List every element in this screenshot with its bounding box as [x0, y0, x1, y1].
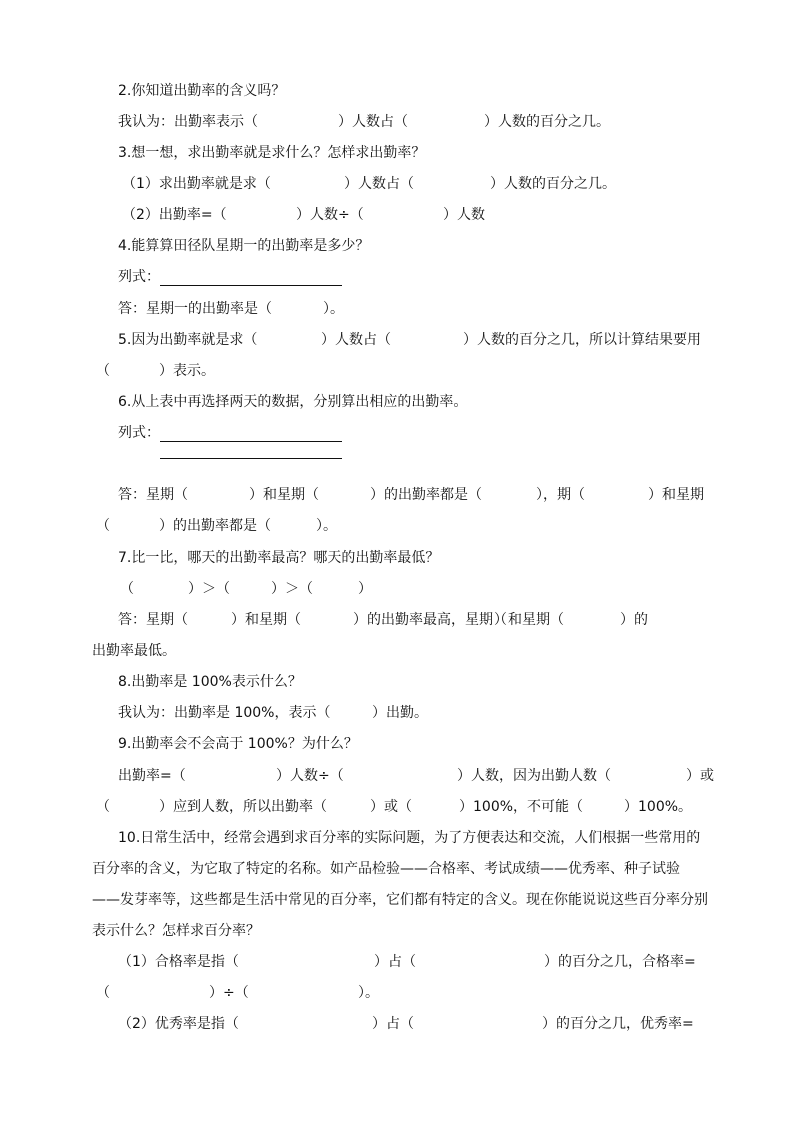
text-segment: （ — [96, 363, 110, 379]
text-segment: 2.你知道出勤率的含义吗？ — [118, 83, 286, 99]
text-segment: ），期（ — [536, 487, 585, 503]
text-line-l6 — [0, 233, 794, 259]
text-segment: （1）合格率是指（ — [118, 954, 239, 970]
text-segment: ）人数，因为出勤人数（ — [457, 768, 611, 784]
text-line-l20 — [0, 700, 794, 726]
text-segment: 我认为：出勤率表示（ — [118, 114, 258, 130]
answer-underline[interactable] — [160, 285, 342, 286]
text-segment: （2）优秀率是指（ — [118, 1016, 239, 1032]
text-line-l1 — [0, 78, 794, 104]
text-segment: ）的 — [620, 612, 648, 628]
text-line-l10 — [0, 358, 794, 384]
text-segment: ）表示。 — [159, 363, 215, 379]
text-segment: 列式： — [118, 425, 160, 441]
text-line-l17 — [0, 607, 794, 633]
text-segment: ）占（ — [374, 954, 416, 970]
text-segment: ）的出勤率最高，星期（ — [353, 612, 507, 628]
text-line-l16 — [0, 576, 794, 602]
text-segment: 表示什么？怎样求百分率？ — [92, 923, 260, 939]
text-segment: ）和星期（ — [249, 487, 319, 503]
text-segment: ）＞（ — [271, 581, 313, 597]
text-line-l7 — [0, 264, 794, 290]
text-segment: ）人数占（ — [321, 332, 391, 348]
text-line-l13 — [0, 482, 794, 508]
text-segment: 10.日常生活中，经常会遇到求百分率的实际问题，为了方便表达和交流，人们根据一些常用的 — [118, 830, 701, 846]
text-segment: ——发芽率等，这些都是生活中常见的百分率，它们都有特定的含义。现在你能说说这些百分率分别 — [92, 892, 708, 908]
text-segment: ）的百分之几，优秀率= — [542, 1016, 694, 1032]
text-segment: 百分率的含义，为它取了特定的名称。如产品检验——合格率、考试成绩——优秀率、种子试验 — [92, 861, 680, 877]
text-line-l5 — [0, 202, 794, 228]
text-segment: ）＞（ — [188, 581, 230, 597]
text-segment: 答：星期一的出勤率是（ — [118, 301, 272, 317]
text-line-l3 — [0, 140, 794, 166]
text-segment: 列式： — [118, 269, 160, 285]
text-segment: 8.出勤率是 100%表示什么？ — [118, 674, 302, 690]
text-segment: ）。 — [323, 301, 344, 317]
text-segment: （2）出勤率=（ — [122, 207, 227, 223]
text-segment: ）和星期（ — [231, 612, 301, 628]
text-segment: ）人数的百分之几。 — [484, 114, 610, 130]
text-segment: 6.从上表中再选择两天的数据，分别算出相应的出勤率。 — [118, 394, 468, 410]
text-segment: （ — [120, 581, 134, 597]
text-line-l8 — [0, 296, 794, 322]
text-segment: （ — [96, 985, 110, 1001]
text-segment: ）人数占（ — [338, 114, 408, 130]
text-segment: 4.能算算田径队星期一的出勤率是多少？ — [118, 238, 370, 254]
text-segment: ）100%，不可能（ — [459, 799, 584, 815]
text-segment: ）。 — [358, 985, 379, 1001]
text-line-l2 — [0, 109, 794, 135]
text-line-l27 — [0, 918, 794, 944]
text-segment: ）。 — [316, 518, 337, 534]
text-line-l25 — [0, 856, 794, 882]
text-segment: （1）求出勤率就是求（ — [122, 176, 271, 192]
text-segment: 3.想一想，求出勤率就是求什么？怎样求出勤率？ — [118, 145, 426, 161]
text-line-l14 — [0, 513, 794, 539]
text-segment: 答：星期（ — [118, 612, 188, 628]
text-segment: 9.出勤率会不会高于 100%？为什么？ — [118, 736, 358, 752]
text-segment: ）出勤。 — [372, 705, 428, 721]
text-segment: ）和星期（ — [494, 612, 564, 628]
text-line-l24 — [0, 825, 794, 851]
text-segment: ）或 — [686, 768, 714, 784]
text-line-l11 — [0, 389, 794, 415]
text-line-l22 — [0, 763, 794, 789]
text-segment: ）人数的百分之几。 — [490, 176, 616, 192]
text-segment: 出勤率最低。 — [92, 643, 176, 659]
answer-underline[interactable] — [160, 441, 342, 442]
text-segment: 5.因为出勤率就是求（ — [118, 332, 258, 348]
text-line-l28 — [0, 949, 794, 975]
text-segment: ）应到人数，所以出勤率（ — [159, 799, 327, 815]
text-line-l29 — [0, 980, 794, 1006]
text-segment: ）的出勤率都是（ — [370, 487, 482, 503]
text-line-l4 — [0, 171, 794, 197]
text-segment: ）和星期 — [648, 487, 704, 503]
text-segment: ）或（ — [370, 799, 412, 815]
text-segment: ） — [358, 581, 372, 597]
text-segment: ）÷（ — [209, 985, 249, 1001]
text-segment: ）人数 — [443, 207, 485, 223]
text-segment: 出勤率=（ — [118, 768, 186, 784]
text-line-l9 — [0, 327, 794, 353]
text-segment: ）的百分之几，合格率= — [544, 954, 696, 970]
answer-underline[interactable] — [160, 458, 342, 459]
text-segment: ）的出勤率都是（ — [159, 518, 271, 534]
text-line-l30 — [0, 1011, 794, 1037]
text-segment: （ — [96, 518, 110, 534]
text-line-l19 — [0, 669, 794, 695]
text-segment: ）人数÷（ — [276, 768, 344, 784]
text-segment: ）人数÷（ — [296, 207, 364, 223]
text-line-l26 — [0, 887, 794, 913]
text-line-l15 — [0, 545, 794, 571]
text-segment: ）人数的百分之几，所以计算结果要用 — [463, 332, 701, 348]
text-line-l18 — [0, 638, 794, 664]
text-segment: 7.比一比，哪天的出勤率最高？哪天的出勤率最低？ — [118, 550, 440, 566]
text-segment: ）100%。 — [624, 799, 693, 815]
text-segment: （ — [96, 799, 110, 815]
text-line-l23 — [0, 794, 794, 820]
text-line-l12 — [0, 420, 794, 446]
text-segment: ）人数占（ — [344, 176, 414, 192]
text-segment: ）占（ — [372, 1016, 414, 1032]
text-segment: 答：星期（ — [118, 487, 188, 503]
text-segment: 我认为：出勤率是 100%，表示（ — [118, 705, 331, 721]
text-line-l21 — [0, 731, 794, 757]
